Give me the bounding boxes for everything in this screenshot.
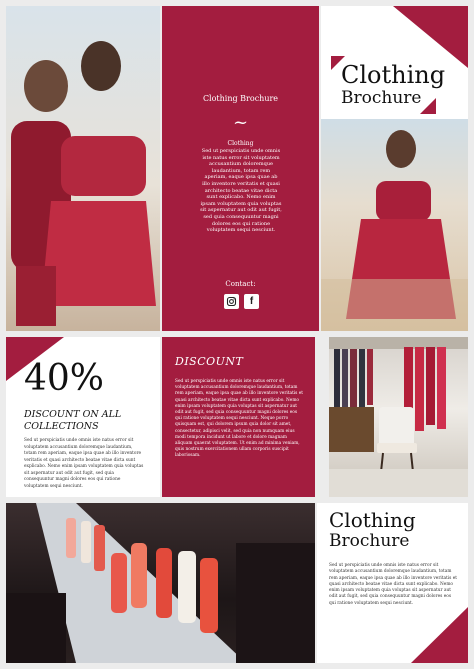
models-illustration — [6, 6, 160, 331]
store-illustration — [329, 337, 468, 497]
photo-model-beach — [321, 119, 468, 331]
facebook-icon: f — [249, 296, 254, 307]
instagram-button[interactable] — [224, 294, 239, 309]
photo-two-models-red-dresses — [6, 6, 160, 331]
discount-heading: DISCOUNT — [175, 355, 244, 368]
title-brochure: Brochure — [341, 88, 422, 108]
instagram-icon — [224, 294, 239, 309]
panel-mid-left — [6, 337, 160, 497]
bottom-title-brochure: Brochure — [329, 531, 410, 551]
brochure-title: Clothing Brochure — [202, 94, 279, 103]
panel-top-right — [321, 6, 468, 331]
bottom-body: Sed ut perspiciatis unde omnis iste natus error sit voluptatem accusantium doloremque laudantium, totam rem aperiam, eaque ipsa quae ab illo inventore veritatis et quasi architecto beatae vitae dicta sunt explicabo. Nemo enim ipsam voluptatem quia voluptas sit aspernatur aut odit aut fugit, sed quia consequuntur magni dolores eos qui ratione voluptatem sequi nesciunt. — [329, 563, 458, 606]
title-clothing: Clothing — [341, 61, 446, 89]
photo-fashion-runway — [6, 503, 315, 663]
discount-subtitle-line2: COLLECTIONS — [24, 421, 99, 432]
discount-body: Sed ut perspiciatis unde omnis iste natus error sit voluptatem accusantium doloremque laudantium, totam rem aperiam, eaque ipsa quae ab illo inventore veritatis et quasi architecto beatae vitae dicta sunt explicabo. Nemo enim ipsam voluptatem quia voluptas sit aspernatur aut odit aut fugit, sed quia consequuntur magni dolores eos qui ratione voluptatem sequi nesciunt. — [24, 438, 144, 489]
discount-percent: 40% — [24, 358, 105, 399]
panel-bottom-right — [317, 503, 468, 663]
panel-top-middle — [162, 6, 319, 331]
photo-clothing-store — [329, 337, 468, 497]
panel-mid-center — [162, 337, 315, 497]
body-text: Sed ut perspiciatis unde omnis iste natus error sit voluptatem accusantium doloremque laudantium, totam rem aperiam, eaque ipsa quae ab illo inventore veritatis et quasi architecto beatae vitae dicta sunt explicabo. Nemo enim ipsam voluptatem quia voluptas sit aspernatur aut odit aut fugit, sed quia consequuntur magni dolores eos qui ratione voluptatem sequi nesciunt. — [200, 148, 282, 234]
runway-illustration — [6, 503, 315, 663]
contact-label: Contact: — [225, 280, 256, 288]
section-heading: Clothing — [227, 140, 254, 147]
discount-subtitle-line1: DISCOUNT ON ALL — [24, 409, 122, 420]
model-illustration — [321, 119, 468, 331]
bottom-title-clothing: Clothing — [329, 508, 416, 532]
facebook-button[interactable] — [244, 294, 259, 309]
divider-tilde: ~ — [232, 112, 249, 133]
discount-center-body: Sed ut perspiciatis unde omnis iste natus error sit voluptatem accusantium doloremque laudantium, totam rem aperiam, eaque ipsa quae ab illo inventore veritatis et quasi architecto beatae vitae dicta sunt explicabo. Nemo enim ipsam voluptatem quia voluptas sit aspernatur aut odit aut fugit, sed quia consequuntur magni dolores eos qui ratione voluptatem sequi nesciunt. Neque porro quisquam est, qui dolorem ipsum quia dolor sit amet, consectetur, adipisci velit, sed quia non numquam eius modi tempora incidunt ut labore et dolore magnam aliquam quaerat voluptatem. Ut enim ad minima veniam, quis nostrum exercitationem ullam corporis suscipit laboriosam. — [175, 379, 304, 459]
